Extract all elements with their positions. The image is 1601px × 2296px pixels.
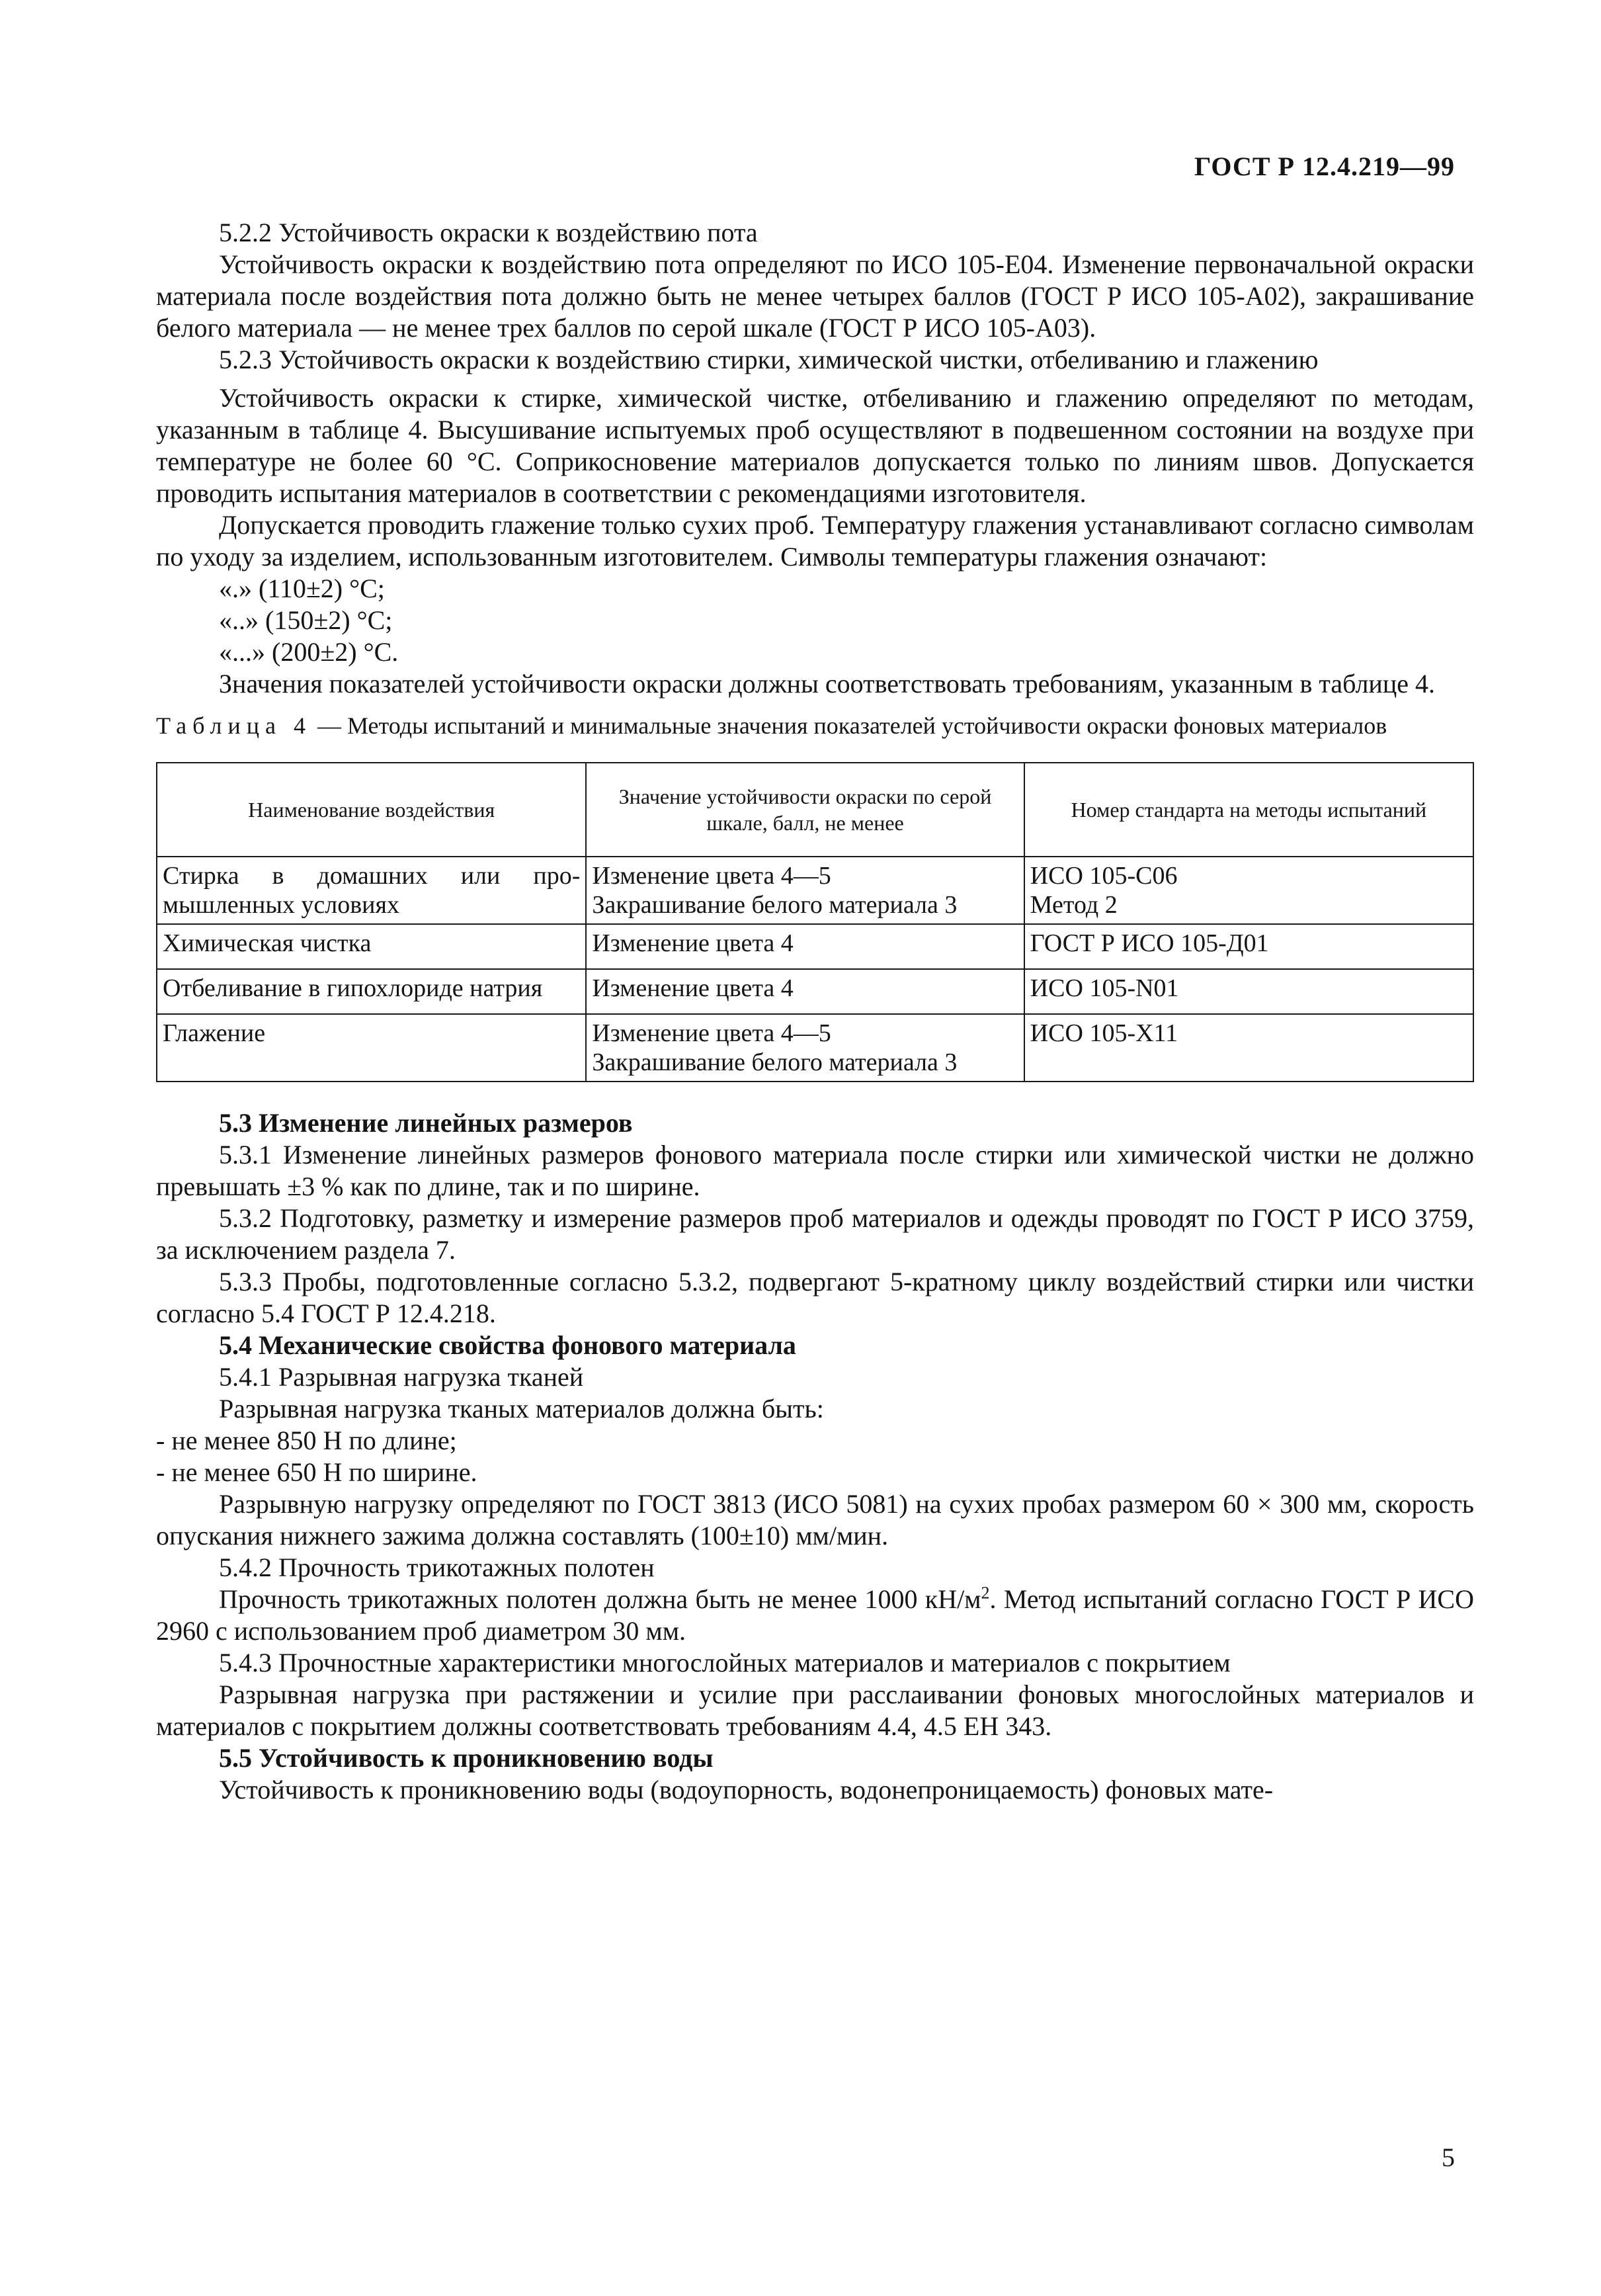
table-row [157,857,1473,924]
table-4-caption-text: — Методы испытаний и минимальные значения показателей устойчивости окраски фоновых материалов [311,712,1387,739]
tensile-width-item: - не менее 650 Н по ширине. [156,1457,477,1487]
section-5-2-3-body: Устойчивость окраски к стирке, химической чистке, отбеливанию и глажению определяют по методам, указанным в таблице 4. Высушивание испытуемых проб осуществляют в подвешенном состоянии на воздухе при температуре не более 60 °С. Соприкосновение материалов допускается только по линиям швов. Допускается проводить испытания материалов в соответствии с рекомендациями изготовителя. [156,383,1474,508]
fastness-value-cell [586,1014,1024,1082]
impact-name-cell [157,1014,586,1082]
test-standard-cell [1024,969,1473,1014]
section-5-4-3-title: 5.4.3 Прочностные характеристики многослойных материалов и материалов с покрытием [219,1648,1231,1678]
cell-line: Изменение цвета 4—5 [592,862,831,890]
section-5-3-3: 5.3.3 Пробы, подготовленные согласно 5.3.2, подвергают 5-кратному циклу воздействий стирки или чистки согласно 5.4 ГОСТ Р 12.4.218. [156,1267,1474,1328]
table-row [157,924,1473,969]
table-4-caption-label: Таблица 4 [156,712,311,739]
cell-line: ИСО 105-С06 [1030,862,1178,890]
fastness-value-cell [586,969,1024,1014]
cell-line: Закрашивание белого материала 3 [592,1048,958,1076]
impact-name-cell [157,924,586,969]
section-5-4-1-title: 5.4.1 Разрывная нагрузка тканей [219,1362,584,1392]
table-row [157,1014,1473,1082]
header-impact-name: Наименование воздействия [157,763,586,857]
section-5-2-2-title: 5.2.2 Устойчивость окраски к воздействию пота [219,218,758,247]
header-fastness-value: Значение устойчивости окраски по серой шкале, балл, не менее [586,763,1024,857]
cell-line: ИСО 105-Х11 [1030,1019,1178,1047]
cell-line: Изменение цвета 4 [592,929,794,957]
cell-line: Отбеливание в гипохлориде натрия [163,974,543,1002]
header-test-standard: Номер стандарта на методы испытаний [1024,763,1473,857]
section-5-4-3-body: Разрывная нагрузка при растяжении и усилие при расслаивании фоновых многослойных материалов и материалов с покрытием должны соответствовать требованиям 4.4, 4.5 ЕН 343. [156,1679,1474,1741]
page-number: 5 [1442,2143,1455,2172]
fastness-value-cell [586,857,1024,924]
cell-line: Закрашивание белого материала 3 [592,891,958,919]
test-standard-cell [1024,924,1473,969]
section-5-4-2-title: 5.4.2 Прочность трикотажных полотен [219,1552,655,1582]
section-5-2-2-body: Устойчивость окраски к воздействию пота определяют по ИСО 105-Е04. Изменение первоначальной окраски материала после воздействия пота должно быть не менее четырех баллов (ГОСТ Р ИСО 105-А02), закрашивание белого материала — не менее трех баллов по серой шкале (ГОСТ Р ИСО 105-А03). [156,249,1474,343]
test-standard-cell [1024,857,1473,924]
document-number-header: ГОСТ Р 12.4.219—99 [1194,151,1455,181]
values-paragraph: Значения показателей устойчивости окраски должны соответствовать требованиям, указанным в таблице 4. [219,669,1435,699]
table-4 [156,762,1474,1082]
body-text: Прочность трикотажных полотен должна быть не менее 1000 кН/м [219,1584,981,1614]
cell-line: Химическая чистка [163,929,372,957]
body-text: . Метод испытаний согласно ГОСТ Р ИСО 2960 с использованием проб диаметром 30 мм. [156,1584,1474,1646]
section-5-3-1: 5.3.1 Изменение линейных размеров фонового материала после стирки или химической чистки не должно превышать ±3 % как по длине, так и по ширине. [156,1140,1474,1201]
iron-symbol-item: «.» (110±2) °С; [219,574,385,603]
section-5-4-1-body: Разрывная нагрузка тканых материалов должна быть: [219,1394,824,1424]
cell-line: мышленных условиях [163,891,399,919]
cell-line: Стирка в домашних или про- [163,862,581,890]
table-row [157,969,1473,1014]
section-5-4-2-body [156,1584,1474,1647]
cell-line: ИСО 105-N01 [1030,974,1179,1002]
section-5-2-3-title: 5.2.3 Устойчивость окраски к воздействию стирки, химической чистки, отбеливанию и глажению [219,345,1319,374]
ironing-paragraph: Допускается проводить глажение только сухих проб. Температуру глажения устанавливают согласно символам по уходу за изделием, использованным изготовителем. Символы температуры глажения означают: [156,510,1474,572]
document-body [156,217,1474,1806]
section-5-3-heading: 5.3 Изменение линейных размеров [219,1108,633,1138]
test-standard-cell [1024,1014,1473,1082]
impact-name-cell [157,857,586,924]
impact-name-cell [157,969,586,1014]
cell-line: ГОСТ Р ИСО 105-Д01 [1030,929,1269,957]
cell-line: Метод 2 [1030,891,1118,919]
cell-line: Изменение цвета 4—5 [592,1019,831,1047]
cell-line: Изменение цвета 4 [592,974,794,1002]
superscript: 2 [981,1583,990,1603]
section-5-3-2: 5.3.2 Подготовку, разметку и измерение размеров проб материалов и одежды проводят по ГОСТ Р ИСО 3759, за исключением раздела 7. [156,1203,1474,1265]
table-4-caption [156,712,1474,740]
table-header-row [157,763,1473,857]
tensile-length-item: - не менее 850 Н по длине; [156,1425,457,1455]
section-5-5-body: Устойчивость к проникновению воды (водоупорность, водонепроницаемость) фоновых мате- [219,1775,1274,1805]
section-5-4-heading: 5.4 Механические свойства фонового материала [219,1330,796,1360]
iron-symbol-item: «..» (150±2) °С; [219,605,393,635]
iron-symbol-item: «...» (200±2) °С. [219,637,399,667]
section-5-5-heading: 5.5 Устойчивость к проникновению воды [219,1743,714,1773]
section-5-4-1-method: Разрывную нагрузку определяют по ГОСТ 3813 (ИСО 5081) на сухих пробах размером 60 × 300 мм, скорость опускания нижнего зажима должна составлять (100±10) мм/мин. [156,1489,1474,1551]
cell-line: Глажение [163,1019,266,1047]
fastness-value-cell [586,924,1024,969]
